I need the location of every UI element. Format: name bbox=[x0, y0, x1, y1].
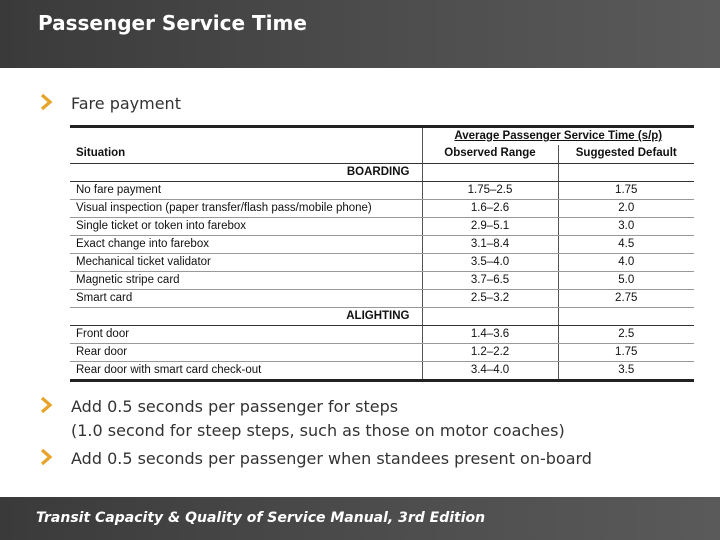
cell-suggested-default: 2.5 bbox=[558, 325, 694, 343]
header-situation: Situation bbox=[70, 145, 422, 163]
cell-suggested-default: 4.5 bbox=[558, 235, 694, 253]
cell-situation: Mechanical ticket validator bbox=[70, 253, 422, 271]
table-row bbox=[70, 289, 694, 307]
cell-observed-range: 1.2–2.2 bbox=[422, 343, 558, 361]
service-time-table bbox=[70, 125, 694, 382]
cell-suggested-default: 5.0 bbox=[558, 271, 694, 289]
slide-title: Passenger Service Time bbox=[38, 11, 307, 35]
bullet-standees bbox=[40, 447, 592, 471]
table-row bbox=[70, 235, 694, 253]
cell-situation: Visual inspection (paper transfer/flash pass/mobile phone) bbox=[70, 199, 422, 217]
cell-suggested-default: 4.0 bbox=[558, 253, 694, 271]
table-header-row bbox=[70, 145, 694, 163]
table-row bbox=[70, 343, 694, 361]
cell-situation: Front door bbox=[70, 325, 422, 343]
cell-observed-range: 3.1–8.4 bbox=[422, 235, 558, 253]
table-row bbox=[70, 271, 694, 289]
cell-situation: Single ticket or token into farebox bbox=[70, 217, 422, 235]
section-alighting bbox=[70, 307, 694, 325]
bullet-line: Add 0.5 seconds per passenger for steps bbox=[71, 397, 399, 416]
table-row bbox=[70, 199, 694, 217]
cell-suggested-default: 2.75 bbox=[558, 289, 694, 307]
bullet-text bbox=[71, 395, 565, 443]
cell-situation: Smart card bbox=[70, 289, 422, 307]
section-label-boarding: BOARDING bbox=[70, 163, 422, 181]
table-row bbox=[70, 253, 694, 271]
section-cell bbox=[422, 163, 558, 181]
cell-situation: Rear door bbox=[70, 343, 422, 361]
cell-observed-range: 3.5–4.0 bbox=[422, 253, 558, 271]
section-cell bbox=[558, 307, 694, 325]
bullet-fare-payment bbox=[40, 92, 181, 116]
cell-suggested-default: 3.5 bbox=[558, 361, 694, 380]
section-label-alighting: ALIGHTING bbox=[70, 307, 422, 325]
table-row bbox=[70, 217, 694, 235]
chevron-right-icon bbox=[40, 93, 53, 111]
cell-observed-range: 1.6–2.6 bbox=[422, 199, 558, 217]
chevron-right-icon bbox=[40, 448, 53, 466]
cell-observed-range: 1.4–3.6 bbox=[422, 325, 558, 343]
slide-header bbox=[0, 0, 720, 68]
bullet-line: (1.0 second for steep steps, such as those on motor coaches) bbox=[71, 421, 565, 440]
header-observed-range: Observed Range bbox=[422, 145, 558, 163]
table-row bbox=[70, 361, 694, 380]
table-group-header: Average Passenger Service Time (s/p) bbox=[422, 127, 694, 146]
table-row bbox=[70, 325, 694, 343]
cell-situation: Exact change into farebox bbox=[70, 235, 422, 253]
bullet-text: Add 0.5 seconds per passenger when standees present on-board bbox=[71, 449, 592, 468]
cell-suggested-default: 2.0 bbox=[558, 199, 694, 217]
footer-source: Transit Capacity & Quality of Service Manual, 3rd Edition bbox=[36, 510, 486, 526]
bullet-steps bbox=[40, 395, 565, 443]
cell-suggested-default: 3.0 bbox=[558, 217, 694, 235]
table-group-header-row bbox=[70, 127, 694, 146]
cell-suggested-default: 1.75 bbox=[558, 343, 694, 361]
table-row bbox=[70, 181, 694, 199]
cell-situation: Magnetic stripe card bbox=[70, 271, 422, 289]
cell-suggested-default: 1.75 bbox=[558, 181, 694, 199]
bullet-text: Fare payment bbox=[71, 94, 181, 113]
cell-situation: Rear door with smart card check-out bbox=[70, 361, 422, 380]
cell-observed-range: 2.5–3.2 bbox=[422, 289, 558, 307]
section-boarding bbox=[70, 163, 694, 181]
cell-situation: No fare payment bbox=[70, 181, 422, 199]
table-header-blank bbox=[70, 127, 422, 146]
header-suggested-default: Suggested Default bbox=[558, 145, 694, 163]
section-cell bbox=[422, 307, 558, 325]
slide-footer bbox=[0, 497, 720, 540]
cell-observed-range: 2.9–5.1 bbox=[422, 217, 558, 235]
cell-observed-range: 3.7–6.5 bbox=[422, 271, 558, 289]
cell-observed-range: 3.4–4.0 bbox=[422, 361, 558, 380]
section-cell bbox=[558, 163, 694, 181]
chevron-right-icon bbox=[40, 396, 53, 414]
cell-observed-range: 1.75–2.5 bbox=[422, 181, 558, 199]
